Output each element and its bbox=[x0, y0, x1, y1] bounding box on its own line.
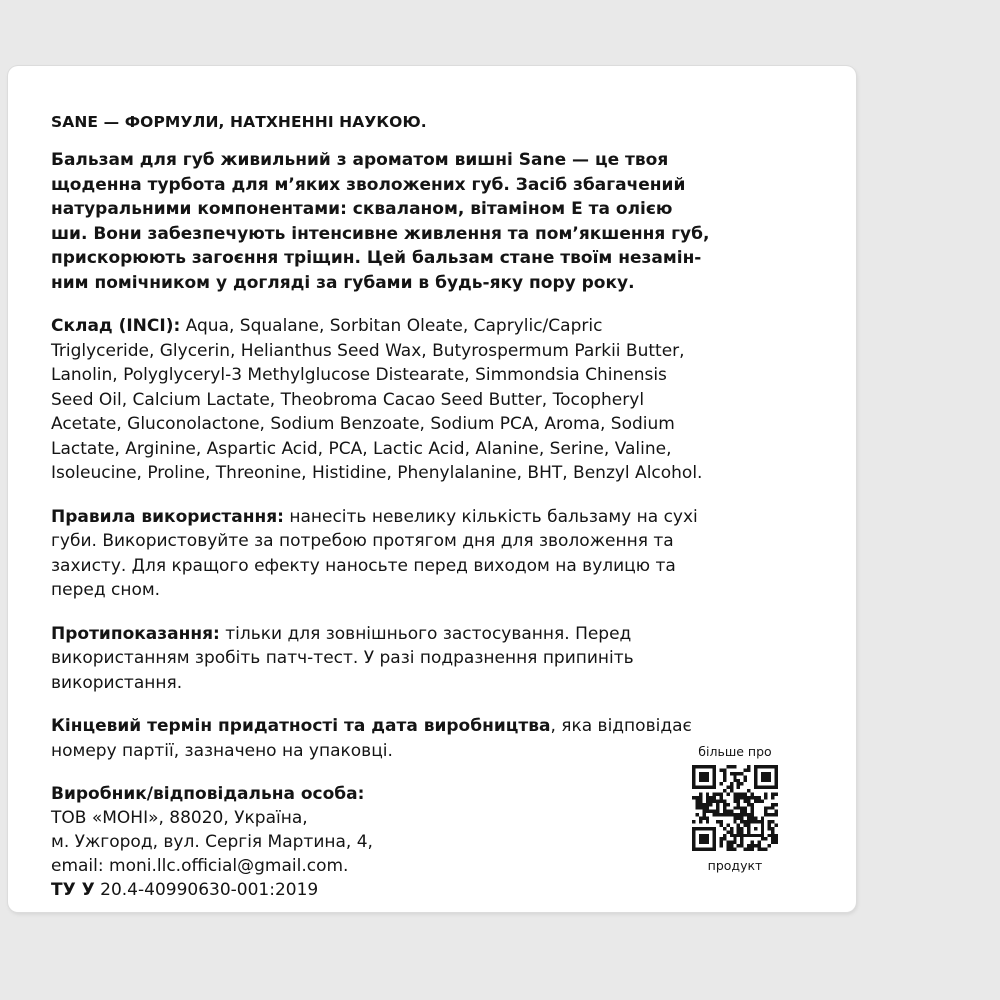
manufacturer-line: ТОВ «МОНІ», 88020, Україна, bbox=[51, 808, 308, 828]
manufacturer-line: м. Ужгород, вул. Сергія Мартина, 4, bbox=[51, 832, 373, 852]
qr-caption-bottom: продукт bbox=[707, 858, 763, 873]
qr-code-icon[interactable] bbox=[692, 765, 778, 851]
ingredients-section bbox=[51, 314, 831, 486]
description-line: Бальзам для губ живильний з ароматом вишні Sane — це твоя bbox=[51, 150, 669, 170]
expiry-line: , яка відповідає bbox=[550, 716, 692, 736]
usage-section bbox=[51, 505, 831, 603]
product-description bbox=[51, 148, 831, 295]
usage-line: захисту. Для кращого ефекту наносьте перед виходом на вулицю та bbox=[51, 555, 676, 576]
ingredients-line: Acetate, Gluconolactone, Sodium Benzoate, Sodium PCA, Aroma, Sodium bbox=[51, 414, 675, 434]
tech-spec-line bbox=[51, 878, 831, 902]
description-line: прискорюють загоєння тріщин. Цей бальзам стане твоїм незамін- bbox=[51, 248, 702, 268]
qr-caption-top: більше про bbox=[698, 744, 772, 759]
tech-spec-value: 20.4-40990630-001:2019 bbox=[94, 880, 319, 900]
contraindications-line: тільки для зовнішнього застосування. Перед bbox=[219, 623, 632, 644]
tech-spec-label: ТУ У bbox=[51, 880, 95, 900]
ingredients-line: Seed Oil, Calcium Lactate, Theobroma Cacao Seed Butter, Tocopheryl bbox=[51, 389, 645, 410]
contraindications-label: Протипоказання: bbox=[51, 623, 220, 644]
contraindications-line: використанням зробіть патч-тест. У разі подразнення припиніть bbox=[51, 648, 634, 668]
brand-slogan: SANE — ФОРМУЛИ, НАТХНЕННІ НАУКОЮ. bbox=[51, 113, 427, 131]
usage-line: нанесіть невелику кількість бальзаму на сухі bbox=[283, 506, 698, 527]
description-line: ним помічником у догляді за губами в будь-яку пору року. bbox=[51, 272, 635, 293]
expiry-label: Кінцевий термін придатності та дата виробництва bbox=[51, 716, 551, 736]
description-line: щоденна турбота для м’яких зволожених губ. Засіб збагачений bbox=[51, 174, 686, 195]
ingredients-line: Lactate, Arginine, Aspartic Acid, PCA, Lactic Acid, Alanine, Serine, Valine, bbox=[51, 438, 672, 459]
contraindications-line: використання. bbox=[51, 672, 183, 693]
manufacturer-line: email: moni.llc.official@gmail.com. bbox=[51, 856, 349, 876]
ingredients-line: Aqua, Squalane, Sorbitan Oleate, Caprylic/Capric bbox=[180, 316, 603, 336]
usage-line: губи. Використовуйте за потребою протягом дня для зволоження та bbox=[51, 531, 674, 551]
description-line: натуральними компонентами: скваланом, вітаміном Е та олією bbox=[51, 199, 673, 219]
manufacturer-label: Виробник/відповідальна особа: bbox=[51, 784, 365, 804]
ingredients-line: Triglyceride, Glycerin, Helianthus Seed Wax, Butyrospermum Parkii Butter, bbox=[51, 340, 685, 361]
qr-block bbox=[680, 744, 790, 873]
description-line: ши. Вони забезпечують інтенсивне живлення та пом’якшення губ, bbox=[51, 223, 710, 244]
contraindications-section bbox=[51, 622, 831, 696]
usage-label: Правила використання: bbox=[51, 506, 284, 527]
usage-line: перед сном. bbox=[51, 580, 161, 600]
ingredients-line: Isoleucine, Proline, Threonine, Histidine, Phenylalanine, BHT, Benzyl Alcohol. bbox=[51, 463, 703, 483]
ingredients-label: Склад (INCI): bbox=[51, 316, 181, 336]
ingredients-line: Lanolin, Polyglyceryl-3 Methylglucose Distearate, Simmondsia Chinensis bbox=[51, 365, 667, 385]
expiry-line: номеру партії, зазначено на упаковці. bbox=[51, 740, 393, 761]
product-label-card bbox=[8, 66, 856, 912]
